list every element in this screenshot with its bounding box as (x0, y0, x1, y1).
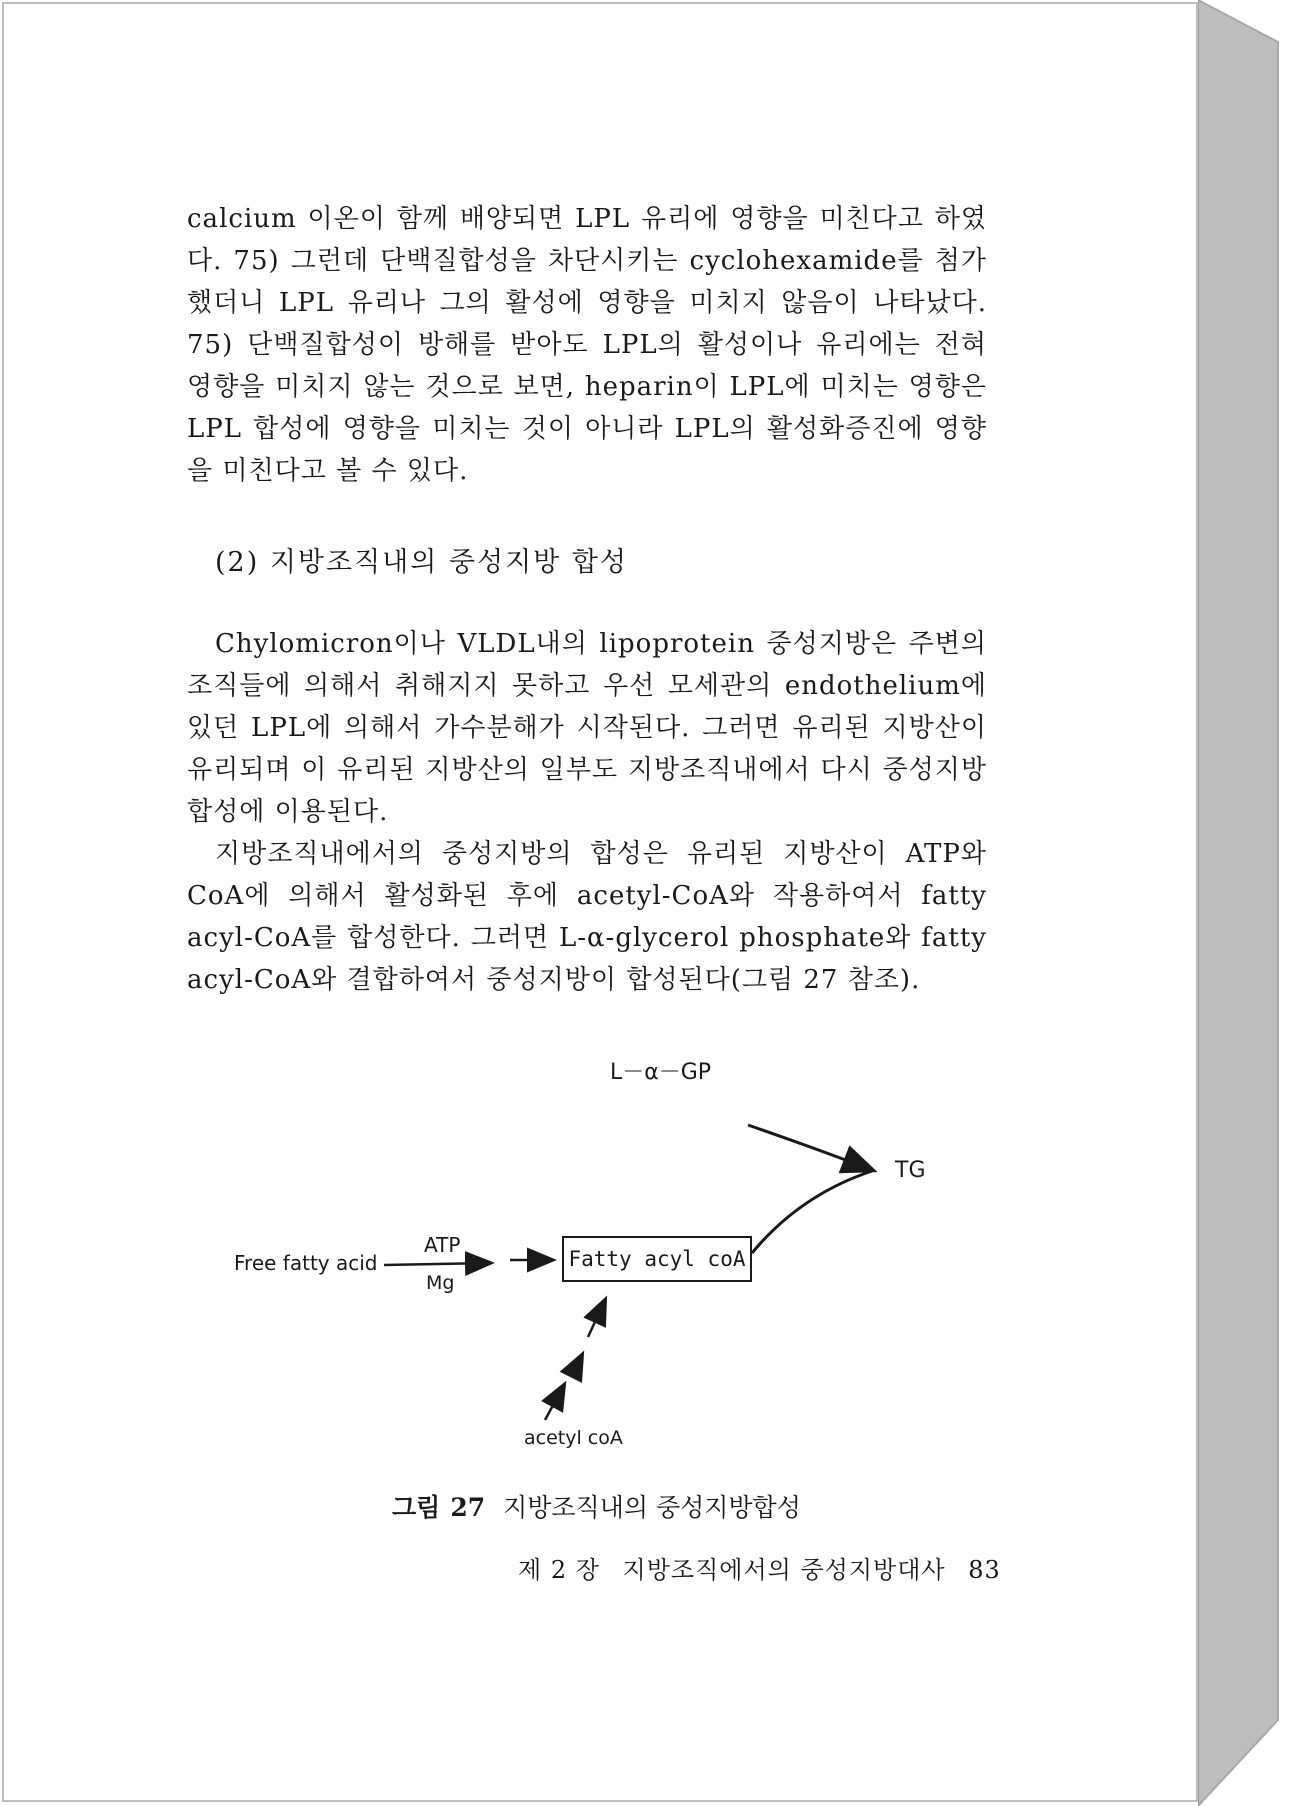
paragraph-chylomicron: Chylomicron이나 VLDL내의 lipoprotein 중성지방은 주변의 조직들에 의해서 취해지지 못하고 우선 모세관의 endothelium에 있던 LPL에 의해서 가수분해가 시작된다. 그러면 유리된 지방산이 유리되며 이 유리된 지방산의 일부도 지방조직내에서 다시 중성지방 합성에 이용된다. (187, 629, 987, 827)
arrow-acetyl-1 (588, 1300, 605, 1337)
arrow-acetyl-2 (573, 1355, 582, 1373)
page-edge (1198, 0, 1298, 1806)
text-body (187, 198, 987, 1001)
paragraph-lpl-effect: calcium 이온이 함께 배양되면 LPL 유리에 영향을 미친다고 하였다. 75) 그런데 단백질합성을 차단시키는 cyclohexamide를 첨가했더니 LPL 유리나 그의 활성에 영향을 미치지 않음이 나타났다. 75) 단백질합성이 방해를 받아도 LPL의 활성이나 유리에는 전혀 영향을 미치지 않는 것으로 보면, heparin이 LPL에 미치는 영향은 LPL 합성에 영향을 미치는 것이 아니라 LPL의 활성화증진에 영향을 미친다고 볼 수 있다. (187, 204, 987, 486)
acetyl-coa-label: acetyl coA (524, 1427, 623, 1449)
free-fatty-acid-label: Free fatty acid (234, 1251, 378, 1275)
page-number: 83 (968, 1556, 1001, 1584)
mg-label: Mg (426, 1272, 455, 1294)
page-footer (518, 1550, 1015, 1585)
atp-label: ATP (424, 1233, 461, 1257)
footer-chapter: 제 2 장 (518, 1556, 600, 1584)
section-heading: (2) 지방조직내의 중성지방 합성 (215, 547, 628, 578)
caption-title: 지방조직내의 중성지방합성 (503, 1493, 801, 1522)
tg-synthesis-diagram (200, 1055, 1000, 1475)
arrow-box-to-tg (752, 1171, 872, 1253)
lagp-label: L－α－GP (610, 1060, 712, 1085)
footer-title: 지방조직에서의 중성지방대사 (622, 1556, 946, 1584)
tg-label: TG (895, 1158, 926, 1183)
figure-caption (392, 1488, 801, 1524)
caption-number: 27 (450, 1493, 486, 1522)
arrow-lagp-to-tg (748, 1125, 872, 1170)
caption-label: 그림 (392, 1493, 441, 1522)
arrow-ffa-to-atp (384, 1263, 490, 1265)
fatty-acyl-coa-box: Fatty acyl coA (562, 1236, 752, 1282)
arrow-acetyl-3 (545, 1385, 564, 1420)
paragraph-tg-synthesis: 지방조직내에서의 중성지방의 합성은 유리된 지방산이 ATP와 CoA에 의해서 활성화된 후에 acetyl-CoA와 작용하여서 fatty acyl-CoA를 합성한다. 그러면 L-α-glycerol phosphate와 fatty acyl-CoA와 결합하여서 중성지방이 합성된다(그림 27 참조). (187, 839, 987, 995)
